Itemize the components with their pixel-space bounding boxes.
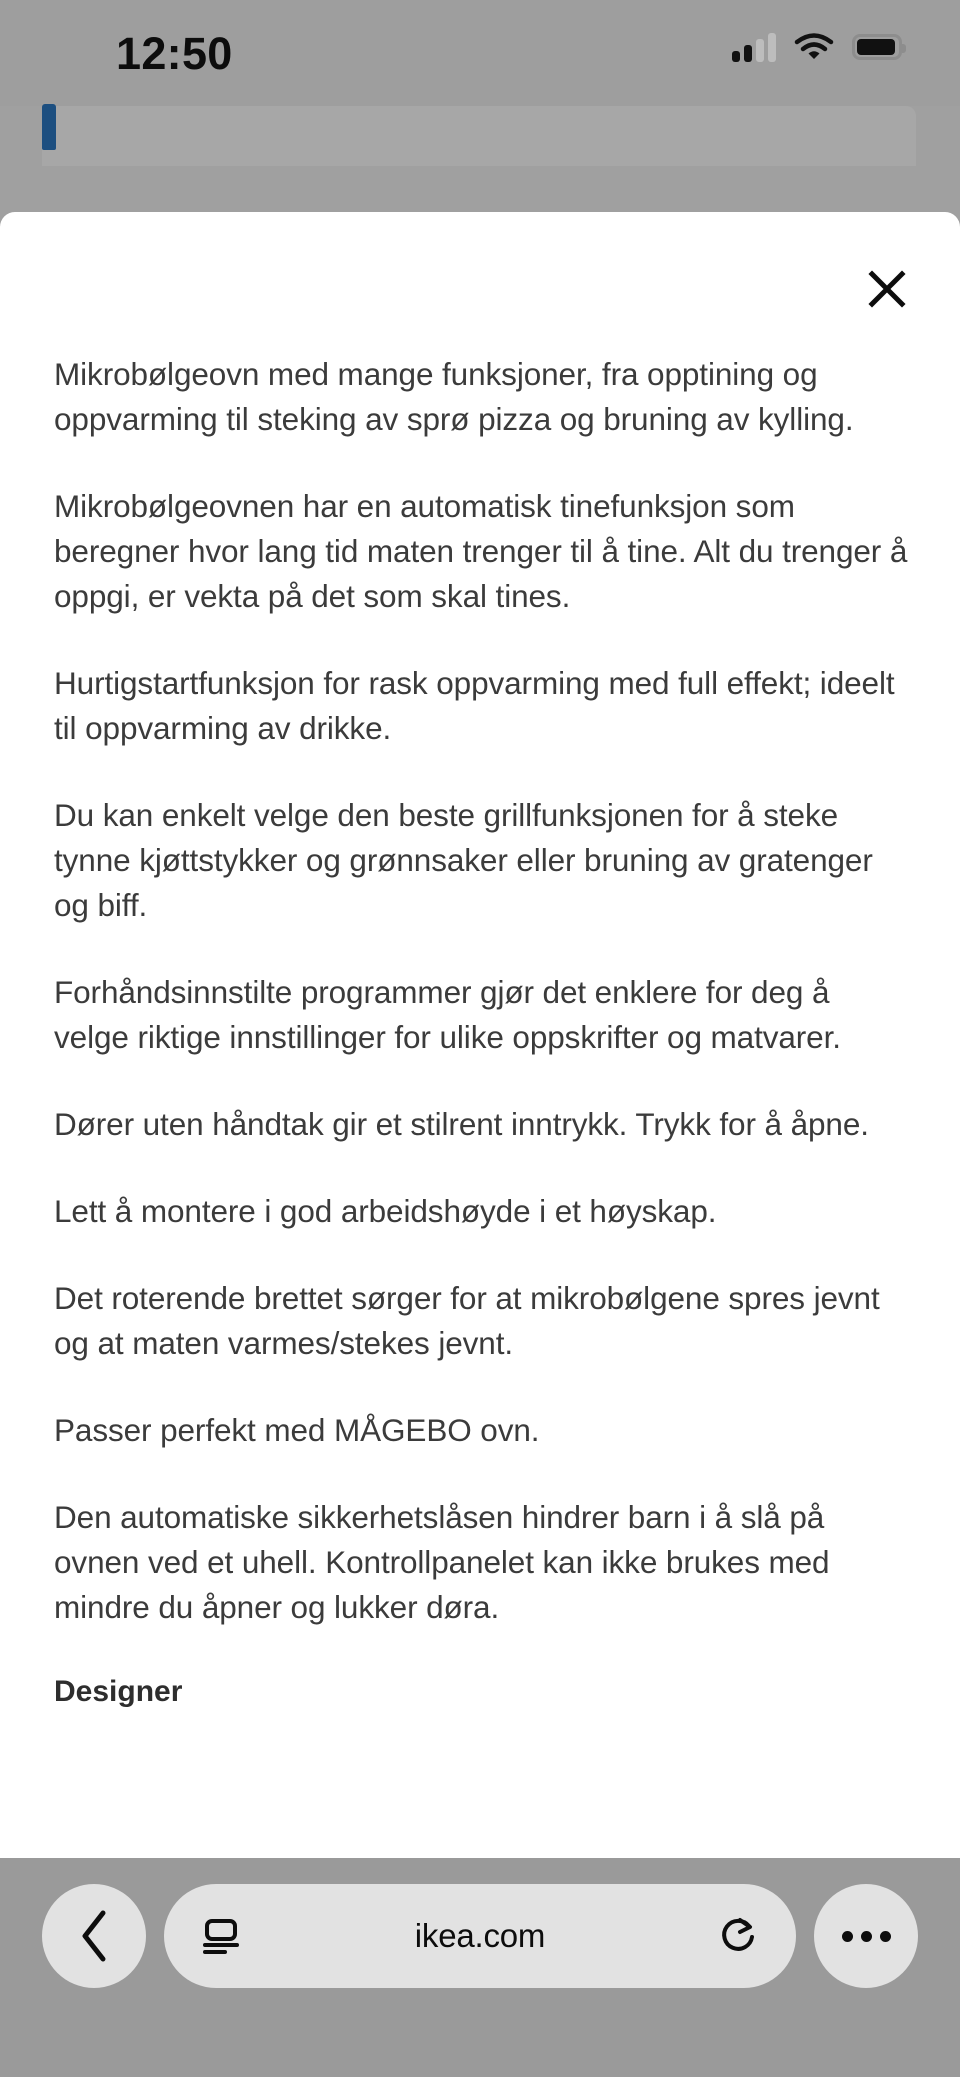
status-bar-time: 12:50 <box>116 28 233 79</box>
sheet-content <box>0 212 960 1858</box>
chevron-left-icon <box>77 1909 111 1963</box>
reload-icon[interactable] <box>716 1913 762 1959</box>
back-button[interactable] <box>42 1884 146 1988</box>
description-paragraph: Forhåndsinnstilte programmer gjør det enklere for deg å velge riktige innstillinger for ulike oppskrifter og matvarer. <box>54 974 841 1055</box>
designer-section-heading: Designer <box>54 1675 183 1708</box>
background-accent-bar <box>42 104 56 150</box>
description-paragraph: Dører uten håndtak gir et stilrent inntrykk. Trykk for å åpne. <box>54 1106 869 1142</box>
battery-fill <box>857 39 895 55</box>
background-card <box>42 106 916 166</box>
battery-icon <box>852 34 902 60</box>
description-paragraph: Du kan enkelt velge den beste grillfunksjonen for å steke tynne kjøttstykker og grønnsaker eller bruning av gratenger og biff. <box>54 797 873 923</box>
description-paragraph: Passer perfekt med MÅGEBO ovn. <box>54 1412 540 1448</box>
page-settings-icon[interactable] <box>198 1913 244 1959</box>
description-paragraph: Mikrobølgeovnen har en automatisk tinefunksjon som beregner hvor lang tid maten trenger til å tine. Alt du trenger å oppgi, er vekta på det som skal tines. <box>54 488 908 614</box>
browser-toolbar <box>0 1858 960 2077</box>
description-paragraph: Hurtigstartfunksjon for rask oppvarming med full effekt; ideelt til oppvarming av drikke. <box>54 665 895 746</box>
description-paragraph: Den automatiske sikkerhetslåsen hindrer barn i å slå på ovnen ved et uhell. Kontrollpanelet kan ikke brukes med mindre du åpner og lukker døra. <box>54 1499 830 1625</box>
wifi-icon <box>794 32 834 62</box>
address-bar-url: ikea.com <box>414 1917 546 1954</box>
status-bar-icons <box>732 32 902 62</box>
description-paragraph: Mikrobølgeovn med mange funksjoner, fra opptining og oppvarming til steking av sprø pizza og bruning av kylling. <box>54 356 854 437</box>
status-bar <box>0 0 960 104</box>
more-options-button[interactable] <box>814 1884 918 1988</box>
browser-toolbar-controls <box>0 1878 960 1994</box>
ellipsis-icon <box>842 1931 891 1942</box>
description-paragraph: Lett å montere i god arbeidshøyde i et høyskap. <box>54 1193 717 1229</box>
description-paragraph: Det roterende brettet sørger for at mikrobølgene spres jevnt og at maten varmes/stekes jevnt. <box>54 1280 880 1361</box>
cellular-signal-icon <box>732 32 776 62</box>
product-description-sheet <box>0 212 960 1858</box>
address-bar[interactable] <box>164 1884 796 1988</box>
